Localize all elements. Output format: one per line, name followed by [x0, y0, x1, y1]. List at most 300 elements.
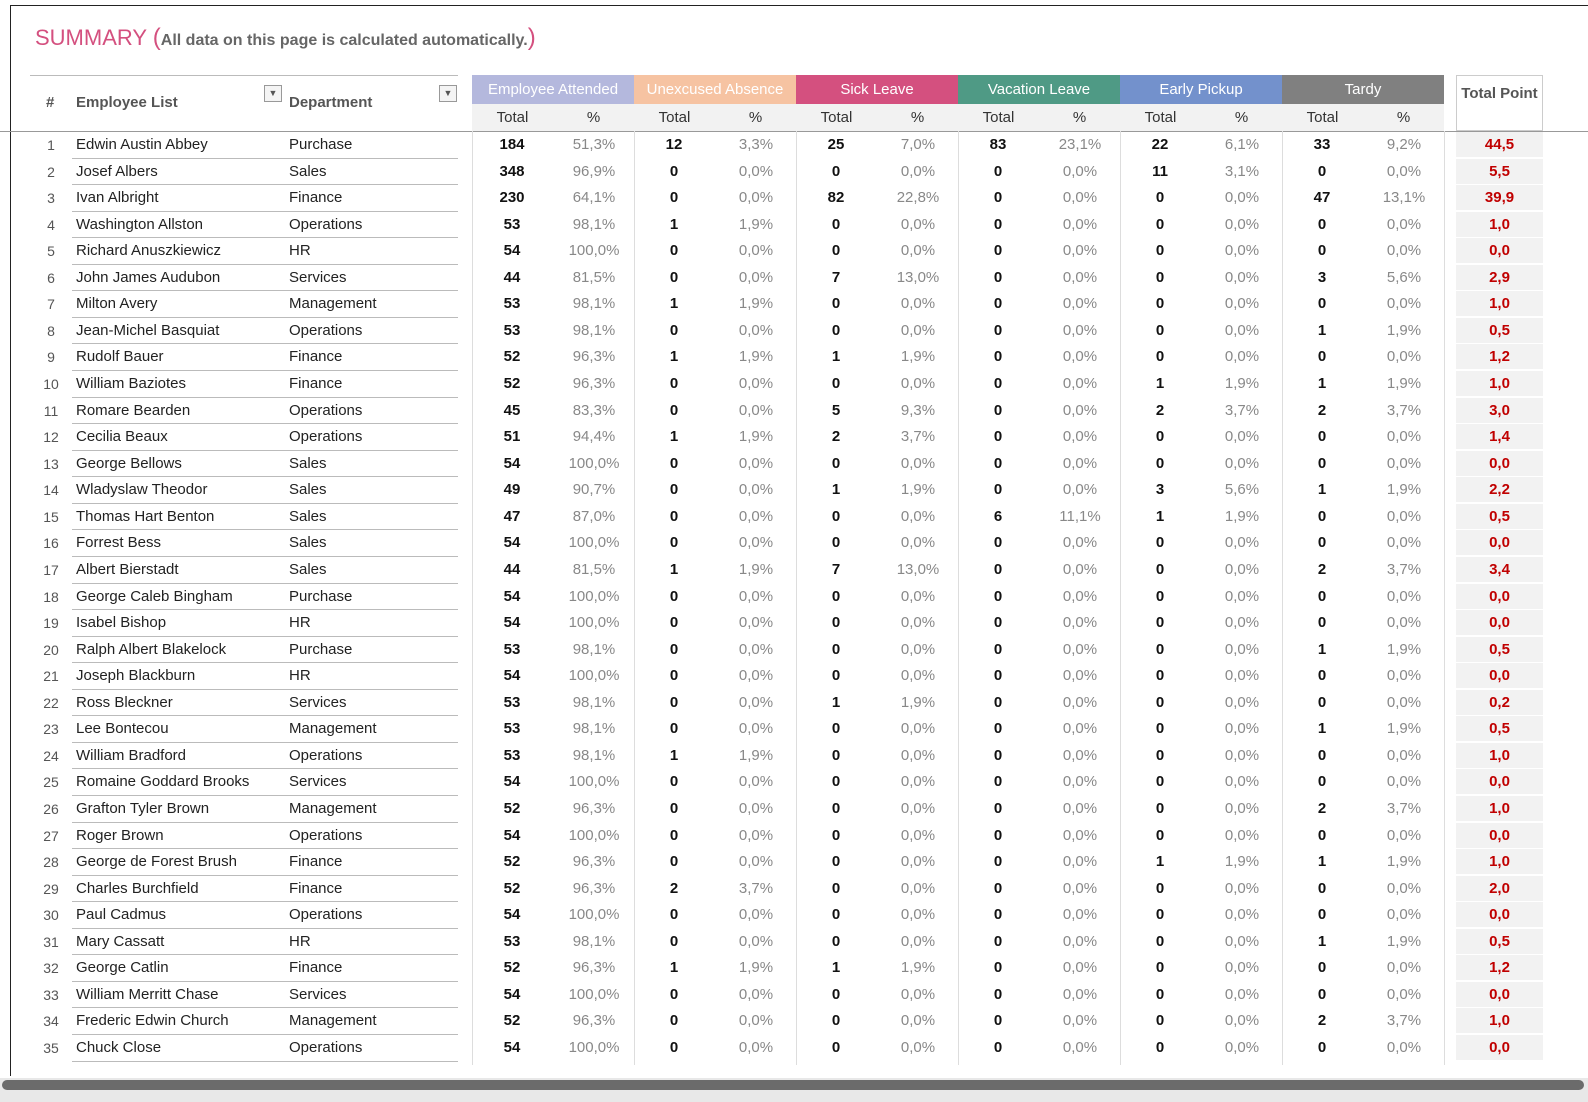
subheader-employee-attended-pct: % [553, 104, 634, 131]
early-pickup-total: 0 [1155, 189, 1165, 207]
total-point: 3,0 [1456, 398, 1543, 424]
sick-percent: 7,0% [900, 136, 936, 153]
header-top-line [30, 75, 458, 76]
early-pickup-total: 3 [1155, 481, 1165, 499]
early-pickup-percent: 0,0% [1224, 800, 1260, 817]
sick-percent: 1,9% [900, 959, 936, 977]
tardy-percent: 3,7% [1386, 800, 1422, 817]
employee-name: Frederic Edwin Church [76, 1012, 229, 1030]
vacation-total: 0 [993, 1039, 1003, 1057]
attended-total: 49 [503, 481, 521, 499]
employee-name: George de Forest Brush [76, 853, 237, 871]
attended-percent: 96,9% [572, 162, 616, 180]
early-pickup-total: 0 [1155, 1012, 1165, 1030]
subheader-employee-attended-total: Total [472, 104, 553, 131]
total-point: 2,0 [1456, 876, 1543, 902]
tardy-percent: 0,0% [1386, 667, 1422, 685]
attended-percent: 100,0% [568, 534, 620, 552]
tardy-total: 0 [1317, 242, 1327, 260]
vacation-percent: 0,0% [1062, 959, 1098, 977]
attended-percent: 90,7% [572, 481, 616, 499]
table-row [0, 929, 1588, 956]
tardy-percent: 0,0% [1386, 295, 1422, 313]
total-point: 0,5 [1456, 929, 1543, 955]
department: HR [289, 932, 311, 950]
sick-percent: 0,0% [900, 800, 936, 817]
attended-total: 54 [503, 985, 521, 1003]
tardy-percent: 0,0% [1386, 879, 1422, 897]
attended-total: 54 [503, 587, 521, 605]
vacation-total: 0 [993, 667, 1003, 685]
early-pickup-total: 11 [1152, 162, 1168, 180]
early-pickup-total: 0 [1155, 800, 1165, 817]
department: Operations [289, 428, 363, 446]
attended-total: 51 [503, 428, 521, 446]
attended-total: 54 [503, 773, 521, 791]
unexcused-percent: 1,9% [738, 428, 774, 446]
unexcused-total: 0 [669, 906, 679, 924]
employee-filter-dropdown[interactable]: ▼ [264, 85, 282, 102]
total-point: 5,5 [1456, 159, 1543, 185]
attended-percent: 96,3% [572, 348, 616, 366]
subheader-vacation-leave-pct: % [1039, 104, 1120, 131]
vacation-percent: 0,0% [1062, 268, 1098, 286]
table-row [0, 716, 1588, 743]
tardy-total: 3 [1317, 268, 1327, 286]
employee-name: George Catlin [76, 959, 169, 977]
total-point: 1,0 [1456, 212, 1543, 238]
table-row [0, 1035, 1588, 1062]
tardy-total: 1 [1317, 375, 1327, 393]
unexcused-total: 1 [669, 959, 679, 977]
sick-total: 0 [831, 932, 841, 950]
early-pickup-percent: 0,0% [1224, 534, 1260, 552]
tardy-total: 0 [1317, 587, 1327, 605]
unexcused-percent: 0,0% [738, 587, 774, 605]
vacation-total: 0 [993, 534, 1003, 552]
unexcused-percent: 0,0% [738, 693, 774, 711]
sick-total: 0 [831, 375, 841, 393]
early-pickup-percent: 0,0% [1224, 906, 1260, 924]
early-pickup-total: 1 [1155, 375, 1165, 393]
tardy-percent: 0,0% [1386, 454, 1422, 472]
early-pickup-percent: 1,9% [1224, 853, 1260, 871]
unexcused-percent: 0,0% [738, 800, 774, 817]
unexcused-total: 0 [669, 667, 679, 685]
sick-percent: 13,0% [896, 268, 940, 286]
attended-percent: 98,1% [572, 321, 616, 339]
total-point: 0,0 [1456, 530, 1543, 556]
unexcused-percent: 0,0% [738, 640, 774, 658]
vacation-percent: 0,0% [1062, 932, 1098, 950]
early-pickup-percent: 0,0% [1224, 454, 1260, 472]
table-row [0, 690, 1588, 717]
attended-total: 52 [503, 879, 521, 897]
attended-total: 45 [503, 401, 521, 419]
early-pickup-percent: 0,0% [1224, 215, 1260, 233]
tardy-percent: 0,0% [1386, 507, 1422, 525]
row-number: 4 [47, 216, 55, 233]
sick-percent: 9,3% [900, 401, 936, 419]
scrollbar-thumb[interactable] [2, 1080, 1584, 1090]
tardy-percent: 0,0% [1386, 242, 1422, 260]
vacation-total: 83 [989, 136, 1007, 153]
attended-total: 54 [503, 906, 521, 924]
sick-percent: 0,0% [900, 534, 936, 552]
col-num-header: # [46, 94, 55, 111]
unexcused-total: 1 [669, 215, 679, 233]
unexcused-percent: 0,0% [738, 242, 774, 260]
employee-name: William Merritt Chase [76, 985, 219, 1003]
row-number: 32 [43, 960, 59, 977]
vacation-percent: 0,0% [1062, 560, 1098, 578]
unexcused-percent: 0,0% [738, 534, 774, 552]
sick-percent: 0,0% [900, 454, 936, 472]
unexcused-total: 0 [669, 614, 679, 632]
early-pickup-total: 0 [1155, 268, 1165, 286]
total-point: 0,0 [1456, 1035, 1543, 1061]
vacation-percent: 0,0% [1062, 720, 1098, 738]
sick-total: 0 [831, 1039, 841, 1057]
sick-percent: 0,0% [900, 295, 936, 313]
table-row [0, 424, 1588, 451]
attended-total: 52 [503, 800, 521, 817]
attended-percent: 100,0% [568, 773, 620, 791]
unexcused-percent: 0,0% [738, 720, 774, 738]
department: Sales [289, 454, 327, 472]
unexcused-total: 1 [669, 348, 679, 366]
department: Operations [289, 401, 363, 419]
tardy-total: 0 [1317, 507, 1327, 525]
tardy-percent: 0,0% [1386, 773, 1422, 791]
vacation-total: 0 [993, 853, 1003, 871]
attended-total: 54 [503, 242, 521, 260]
unexcused-percent: 1,9% [738, 295, 774, 313]
table-row [0, 584, 1588, 611]
tardy-percent: 1,9% [1386, 932, 1422, 950]
department: HR [289, 614, 311, 632]
group-header-tardy: Tardy [1282, 75, 1444, 104]
unexcused-total: 12 [665, 136, 683, 153]
unexcused-percent: 0,0% [738, 481, 774, 499]
vacation-percent: 0,0% [1062, 985, 1098, 1003]
tardy-total: 0 [1317, 985, 1327, 1003]
vacation-total: 0 [993, 932, 1003, 950]
table-row [0, 132, 1588, 159]
employee-name: Thomas Hart Benton [76, 507, 215, 525]
vacation-percent: 0,0% [1062, 348, 1098, 366]
early-pickup-total: 1 [1155, 853, 1165, 871]
sick-total: 0 [831, 587, 841, 605]
employee-name: Mary Cassatt [76, 932, 165, 950]
tardy-total: 0 [1317, 162, 1327, 180]
vacation-total: 0 [993, 321, 1003, 339]
tardy-total: 1 [1317, 932, 1327, 950]
tardy-percent: 1,9% [1386, 321, 1422, 339]
unexcused-percent: 1,9% [738, 348, 774, 366]
vacation-total: 0 [993, 242, 1003, 260]
tardy-total: 0 [1317, 215, 1327, 233]
vacation-total: 0 [993, 189, 1003, 207]
tardy-percent: 0,0% [1386, 746, 1422, 764]
early-pickup-total: 0 [1155, 667, 1165, 685]
early-pickup-percent: 1,9% [1224, 507, 1260, 525]
department: Finance [289, 375, 343, 393]
vacation-total: 0 [993, 1012, 1003, 1030]
attended-total: 52 [503, 375, 521, 393]
table-row [0, 663, 1588, 690]
row-number: 18 [43, 588, 59, 605]
attended-total: 53 [503, 215, 521, 233]
early-pickup-percent: 5,6% [1224, 481, 1260, 499]
vacation-percent: 0,0% [1062, 162, 1098, 180]
early-pickup-percent: 0,0% [1224, 667, 1260, 685]
employee-name: Charles Burchfield [76, 879, 199, 897]
unexcused-percent: 0,0% [738, 853, 774, 871]
attended-percent: 98,1% [572, 640, 616, 658]
tardy-total: 0 [1317, 667, 1327, 685]
attended-percent: 96,3% [572, 800, 616, 817]
sick-percent: 22,8% [896, 189, 940, 207]
attended-percent: 81,5% [572, 268, 616, 286]
department: HR [289, 242, 311, 260]
unexcused-total: 0 [669, 800, 679, 817]
tardy-total: 0 [1317, 879, 1327, 897]
table-row [0, 504, 1588, 531]
early-pickup-percent: 0,0% [1224, 428, 1260, 446]
row-number: 13 [43, 455, 59, 472]
title-paren: ) [527, 24, 536, 51]
vacation-total: 6 [993, 507, 1003, 525]
unexcused-percent: 3,7% [738, 879, 774, 897]
sick-percent: 0,0% [900, 162, 936, 180]
sick-total: 0 [831, 800, 841, 817]
row-number: 17 [43, 561, 59, 578]
table-row [0, 451, 1588, 478]
table-row [0, 477, 1588, 504]
attended-total: 54 [503, 667, 521, 685]
early-pickup-percent: 0,0% [1224, 985, 1260, 1003]
sick-total: 0 [831, 746, 841, 764]
employee-name: George Caleb Bingham [76, 587, 233, 605]
attended-percent: 98,1% [572, 932, 616, 950]
tardy-total: 33 [1313, 136, 1331, 153]
sick-percent: 0,0% [900, 826, 936, 844]
sick-total: 0 [831, 773, 841, 791]
vacation-percent: 0,0% [1062, 906, 1098, 924]
table-row [0, 743, 1588, 770]
employee-name: Jean-Michel Basquiat [76, 321, 220, 339]
unexcused-total: 0 [669, 162, 679, 180]
department: Sales [289, 560, 327, 578]
early-pickup-percent: 3,1% [1224, 162, 1260, 180]
attended-total: 54 [503, 454, 521, 472]
subheader-unexcused-absence-pct: % [715, 104, 796, 131]
vacation-total: 0 [993, 162, 1003, 180]
subheader-unexcused-absence-total: Total [634, 104, 715, 131]
unexcused-total: 0 [669, 534, 679, 552]
unexcused-percent: 0,0% [738, 189, 774, 207]
row-number: 8 [47, 322, 55, 339]
early-pickup-total: 0 [1155, 693, 1165, 711]
attended-percent: 83,3% [572, 401, 616, 419]
unexcused-percent: 0,0% [738, 454, 774, 472]
unexcused-percent: 0,0% [738, 614, 774, 632]
early-pickup-total: 1 [1155, 507, 1165, 525]
vacation-percent: 0,0% [1062, 1012, 1098, 1030]
vacation-percent: 0,0% [1062, 1039, 1098, 1057]
row-number: 6 [47, 269, 55, 286]
table-row [0, 769, 1588, 796]
attended-percent: 96,3% [572, 959, 616, 977]
sick-total: 0 [831, 534, 841, 552]
early-pickup-total: 0 [1155, 348, 1165, 366]
total-point: 2,9 [1456, 265, 1543, 291]
table-row [0, 291, 1588, 318]
tardy-percent: 0,0% [1386, 693, 1422, 711]
department: Management [289, 295, 377, 313]
employee-name: Forrest Bess [76, 534, 162, 552]
tardy-total: 0 [1317, 428, 1327, 446]
department: Operations [289, 906, 363, 924]
sick-percent: 1,9% [900, 348, 936, 366]
sick-total: 0 [831, 507, 841, 525]
department: Services [289, 693, 347, 711]
tardy-percent: 0,0% [1386, 348, 1422, 366]
vacation-percent: 0,0% [1062, 614, 1098, 632]
unexcused-total: 0 [669, 268, 679, 286]
tardy-percent: 9,2% [1386, 136, 1422, 153]
employee-name: John James Audubon [76, 268, 221, 286]
vacation-total: 0 [993, 800, 1003, 817]
tardy-total: 2 [1317, 401, 1327, 419]
group-header-vacation-leave: Vacation Leave [958, 75, 1120, 104]
unexcused-percent: 0,0% [738, 401, 774, 419]
row-number: 23 [43, 721, 59, 738]
unexcused-total: 1 [669, 428, 679, 446]
department: Sales [289, 507, 327, 525]
tardy-percent: 1,9% [1386, 375, 1422, 393]
sick-percent: 0,0% [900, 667, 936, 685]
table-row [0, 265, 1588, 292]
employee-name: Ivan Albright [76, 189, 159, 207]
unexcused-total: 1 [669, 746, 679, 764]
tardy-percent: 0,0% [1386, 906, 1422, 924]
row-number: 27 [43, 827, 59, 844]
tardy-total: 2 [1317, 800, 1327, 817]
unexcused-total: 0 [669, 853, 679, 871]
tardy-percent: 0,0% [1386, 985, 1422, 1003]
vacation-percent: 0,0% [1062, 454, 1098, 472]
tardy-percent: 0,0% [1386, 428, 1422, 446]
attended-percent: 100,0% [568, 587, 620, 605]
row-number: 35 [43, 1040, 59, 1057]
unexcused-total: 0 [669, 587, 679, 605]
early-pickup-percent: 3,7% [1224, 401, 1260, 419]
horizontal-scrollbar[interactable] [0, 1078, 1588, 1102]
tardy-percent: 0,0% [1386, 587, 1422, 605]
tardy-percent: 0,0% [1386, 162, 1422, 180]
row-number: 1 [47, 137, 55, 153]
early-pickup-total: 0 [1155, 906, 1165, 924]
unexcused-total: 2 [669, 879, 679, 897]
sick-total: 0 [831, 906, 841, 924]
total-point: 0,0 [1456, 823, 1543, 849]
tardy-total: 2 [1317, 1012, 1327, 1030]
department-filter-dropdown[interactable]: ▼ [439, 85, 457, 102]
sick-total: 25 [827, 136, 845, 153]
total-point: 1,0 [1456, 371, 1543, 397]
vacation-total: 0 [993, 295, 1003, 313]
attended-percent: 96,3% [572, 853, 616, 871]
department: Management [289, 1012, 377, 1030]
attended-percent: 98,1% [572, 295, 616, 313]
department: Finance [289, 879, 343, 897]
unexcused-percent: 1,9% [738, 959, 774, 977]
unexcused-total: 0 [669, 189, 679, 207]
sick-percent: 0,0% [900, 985, 936, 1003]
unexcused-total: 0 [669, 454, 679, 472]
attended-total: 184 [499, 136, 525, 153]
early-pickup-total: 0 [1155, 826, 1165, 844]
attended-percent: 100,0% [568, 242, 620, 260]
employee-name: William Baziotes [76, 375, 187, 393]
unexcused-percent: 3,3% [738, 136, 774, 153]
total-point: 1,2 [1456, 344, 1543, 370]
row-number: 26 [43, 801, 59, 817]
total-point: 3,4 [1456, 557, 1543, 583]
vacation-percent: 0,0% [1062, 401, 1098, 419]
sick-percent: 0,0% [900, 321, 936, 339]
vacation-total: 0 [993, 428, 1003, 446]
table-row [0, 344, 1588, 371]
unexcused-percent: 1,9% [738, 746, 774, 764]
department: Operations [289, 826, 363, 844]
employee-name: Ralph Albert Blakelock [76, 640, 227, 658]
table-row [0, 823, 1588, 850]
early-pickup-total: 0 [1155, 985, 1165, 1003]
early-pickup-percent: 0,0% [1224, 932, 1260, 950]
total-point: 0,5 [1456, 716, 1543, 742]
sick-total: 5 [831, 401, 841, 419]
tardy-percent: 0,0% [1386, 215, 1422, 233]
department: Purchase [289, 587, 353, 605]
unexcused-percent: 0,0% [738, 321, 774, 339]
vacation-percent: 0,0% [1062, 667, 1098, 685]
tardy-percent: 0,0% [1386, 959, 1422, 977]
tardy-total: 1 [1317, 481, 1327, 499]
sick-total: 0 [831, 640, 841, 658]
col-employee-header: Employee List [76, 94, 178, 111]
total-point: 2,2 [1456, 477, 1543, 503]
tardy-percent: 3,7% [1386, 1012, 1422, 1030]
table-row [0, 876, 1588, 903]
vacation-total: 0 [993, 959, 1003, 977]
vacation-percent: 0,0% [1062, 853, 1098, 871]
employee-name: Josef Albers [76, 162, 158, 180]
vacation-percent: 0,0% [1062, 295, 1098, 313]
attended-total: 54 [503, 1039, 521, 1057]
vacation-total: 0 [993, 773, 1003, 791]
total-point: 0,2 [1456, 690, 1543, 716]
table-row [0, 185, 1588, 212]
early-pickup-total: 0 [1155, 215, 1165, 233]
attended-percent: 96,3% [572, 375, 616, 393]
unexcused-total: 0 [669, 693, 679, 711]
tardy-total: 0 [1317, 454, 1327, 472]
unexcused-percent: 1,9% [738, 560, 774, 578]
vacation-total: 0 [993, 215, 1003, 233]
